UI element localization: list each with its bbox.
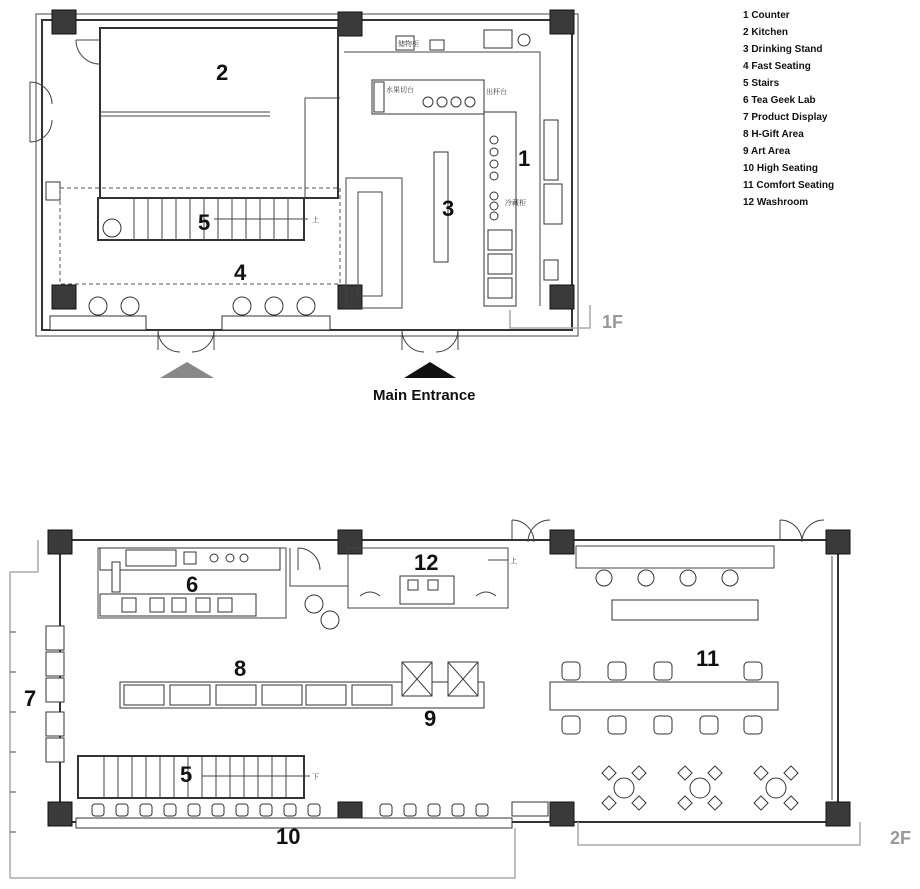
column xyxy=(550,10,574,34)
cabinet-sign: 储物柜 xyxy=(398,41,419,48)
side-entrance-door xyxy=(158,330,214,352)
fire-extinguisher-box xyxy=(46,182,60,200)
round-table-set xyxy=(602,766,646,810)
stool xyxy=(297,297,315,315)
legend-item: 5 Stairs xyxy=(743,78,780,89)
column xyxy=(826,530,850,554)
stair-treads xyxy=(104,756,286,798)
legend-item: 7 Product Display xyxy=(743,112,828,123)
floor-2-label: 2F xyxy=(890,828,912,848)
floor-1-label: 1F xyxy=(602,312,624,332)
legend-item: 8 H-Gift Area xyxy=(743,129,804,140)
main-entrance-door xyxy=(402,330,458,352)
column xyxy=(52,10,76,34)
floor-2-plan xyxy=(10,520,911,878)
washroom-direction-label: 上 xyxy=(510,558,517,565)
stair-landing-plant xyxy=(103,219,121,237)
washroom-door xyxy=(298,548,320,570)
bench xyxy=(50,316,146,330)
round-table-set xyxy=(754,766,798,810)
comfort-table-long xyxy=(612,600,758,620)
stool xyxy=(265,297,283,315)
stool xyxy=(233,297,251,315)
area-number-kitchen: 2 xyxy=(216,60,229,85)
legend-item: 10 High Seating xyxy=(743,163,819,174)
sink xyxy=(428,580,438,590)
plant xyxy=(321,611,339,629)
counter-equipment xyxy=(374,82,384,112)
area-number-counter: 1 xyxy=(518,146,531,171)
stool xyxy=(680,570,696,586)
bench xyxy=(222,316,330,330)
area-number-art-area: 9 xyxy=(424,706,437,731)
legend-item: 6 Tea Geek Lab xyxy=(743,95,816,106)
back-bar-equipment xyxy=(396,30,562,280)
side-entrance-marker xyxy=(160,362,214,378)
area-number-fast-seating: 4 xyxy=(234,260,247,285)
column xyxy=(338,530,362,554)
stool xyxy=(596,570,612,586)
counter-equipment xyxy=(423,97,433,107)
stool xyxy=(89,297,107,315)
stool xyxy=(722,570,738,586)
balcony-door xyxy=(780,520,824,542)
column xyxy=(338,12,362,36)
stair-direction-label: 下 xyxy=(312,774,319,781)
legend-item: 4 Fast Seating xyxy=(743,61,811,72)
counter-sign: 出杯台 xyxy=(486,89,507,96)
stool xyxy=(121,297,139,315)
legend-item: 12 Washroom xyxy=(743,197,809,208)
terrace-railing-ticks xyxy=(10,632,16,832)
column xyxy=(826,802,850,826)
stair-direction-label: 上 xyxy=(312,217,319,224)
main-entrance-label: Main Entrance xyxy=(373,387,476,404)
column xyxy=(550,802,574,826)
column xyxy=(52,285,76,309)
legend-item: 3 Drinking Stand xyxy=(743,44,823,55)
counter-sign: 水果切台 xyxy=(386,87,414,94)
fast-seating-zone xyxy=(60,188,340,284)
area-number-washroom: 12 xyxy=(414,550,439,575)
comfort-bench-back xyxy=(576,546,774,568)
area-number-comfort-seating: 11 xyxy=(696,646,720,671)
counter-equipment xyxy=(451,97,461,107)
legend-item: 1 Counter xyxy=(743,10,790,21)
legend-item: 11 Comfort Seating xyxy=(743,180,835,191)
legend-item: 2 Kitchen xyxy=(743,27,789,38)
area-number-high-seating: 10 xyxy=(276,824,301,849)
column xyxy=(48,802,72,826)
column xyxy=(550,530,574,554)
area-number-stairs: 5 xyxy=(198,210,211,235)
urinal xyxy=(476,592,496,596)
counter-equipment xyxy=(465,97,475,107)
drinking-stand-inner xyxy=(358,192,382,296)
area-number-stairs-2f: 5 xyxy=(180,762,193,787)
product-display-shelves xyxy=(46,626,64,762)
kitchen-door xyxy=(76,40,100,64)
floor-2-balcony-outline xyxy=(578,822,860,845)
urinal xyxy=(360,592,380,596)
area-number-h-gift-area: 8 xyxy=(234,656,247,681)
equipment-cabinet xyxy=(512,802,548,816)
counter-equipment xyxy=(437,97,447,107)
sink xyxy=(408,580,418,590)
legend-item: 9 Art Area xyxy=(743,146,791,157)
comfort-table-row xyxy=(550,682,778,710)
stool xyxy=(638,570,654,586)
main-counter xyxy=(484,112,516,306)
stair-top-door xyxy=(512,520,550,542)
area-number-tea-geek-lab: 6 xyxy=(186,572,199,597)
kitchen-wall xyxy=(305,98,340,198)
round-table-set xyxy=(678,766,722,810)
plant xyxy=(305,595,323,613)
floor-1-plan xyxy=(30,10,623,404)
counter-sign: 冷藏柜 xyxy=(505,200,526,207)
legend xyxy=(743,10,834,208)
column xyxy=(550,285,574,309)
area-number-product-display: 7 xyxy=(24,686,37,711)
area-number-drinking-stand: 3 xyxy=(442,196,455,221)
main-entrance-marker xyxy=(404,362,456,378)
column xyxy=(48,530,72,554)
high-stools xyxy=(92,804,488,816)
kitchen-room xyxy=(100,28,338,198)
